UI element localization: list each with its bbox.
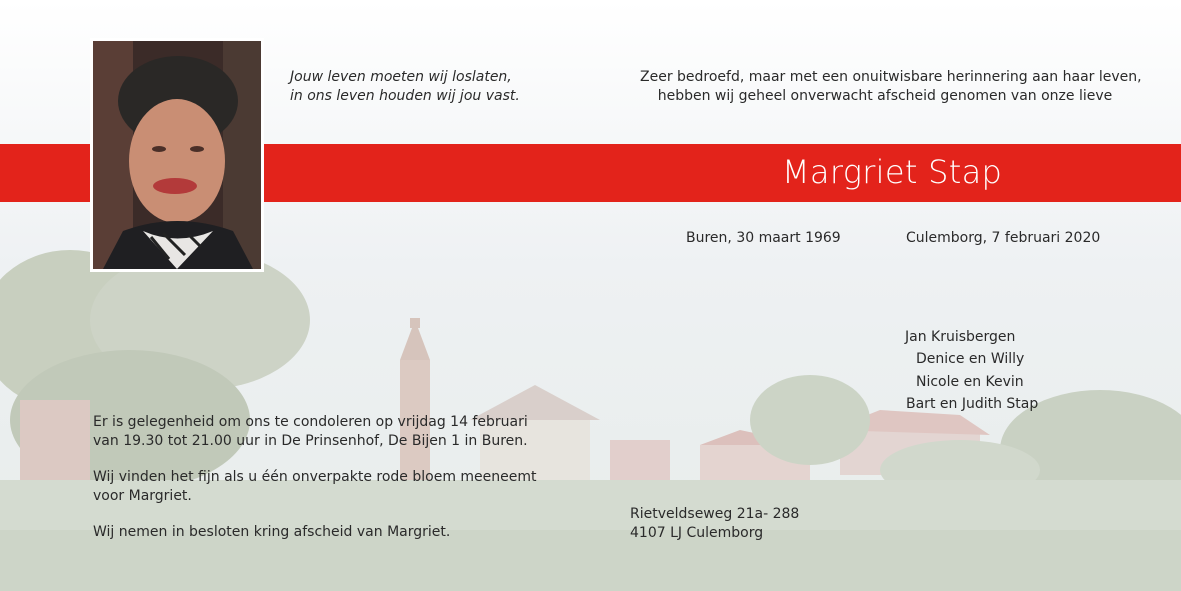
quote-line-2: in ons leven houden wij jou vast. xyxy=(290,88,520,104)
family-member: Denice en Willy xyxy=(916,351,1025,367)
family-member: Nicole en Kevin xyxy=(916,374,1024,390)
announcement-line-1: Zeer bedroefd, maar met een onuitwisbare herinnering aan haar leven, xyxy=(640,69,1142,85)
announcement-line-2: hebben wij geheel onverwacht afscheid genomen van onze lieve xyxy=(657,88,1113,104)
family-member: Jan Kruisbergen xyxy=(905,329,1016,345)
birth-date: Buren, 30 maart 1969 xyxy=(686,230,841,246)
portrait-photo xyxy=(90,38,264,272)
death-date: Culemborg, 7 februari 2020 xyxy=(906,230,1101,246)
quote-line-1: Jouw leven moeten wij loslaten, xyxy=(290,69,512,85)
address-city: 4107 LJ Culemborg xyxy=(630,525,764,541)
condolence-line-2: van 19.30 tot 21.00 uur in De Prinsenhof, De Bijen 1 in Buren. xyxy=(93,433,528,449)
flower-note-line-1: Wij vinden het fijn als u één onverpakte rode bloem meeneemt xyxy=(93,469,537,485)
family-member: Bart en Judith Stap xyxy=(906,396,1039,412)
farewell-note: Wij nemen in besloten kring afscheid van Margriet. xyxy=(93,524,451,540)
flower-note-line-2: voor Margriet. xyxy=(93,488,192,504)
condolence-line-1: Er is gelegenheid om ons te condoleren op vrijdag 14 februari xyxy=(93,414,528,430)
deceased-name: Margriet Stap xyxy=(782,153,1003,191)
address-street: Rietveldseweg 21a- 288 xyxy=(630,506,800,522)
